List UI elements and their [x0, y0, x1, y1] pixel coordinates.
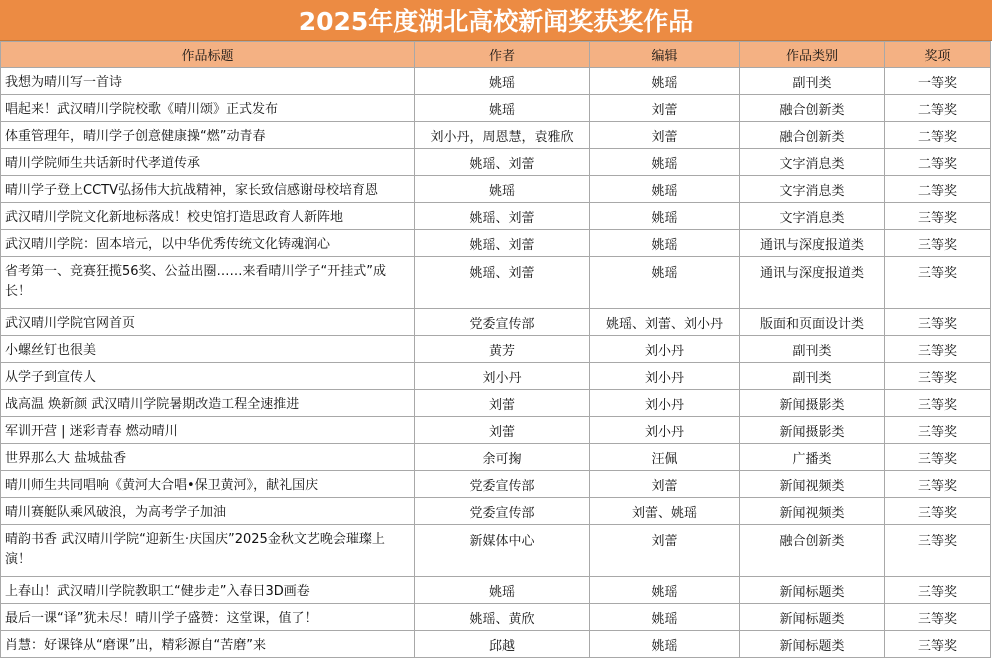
cell-award: 二等奖 — [885, 95, 991, 122]
cell-award: 三等奖 — [885, 363, 991, 390]
cell-author: 姚瑶 — [415, 95, 590, 122]
cell-editor: 姚瑶 — [590, 257, 740, 309]
cell-title: 唱起来！武汉晴川学院校歌《晴川颂》正式发布 — [1, 95, 415, 122]
cell-author: 刘蕾 — [415, 417, 590, 444]
cell-title: 武汉晴川学院文化新地标落成！校史馆打造思政育人新阵地 — [1, 203, 415, 230]
cell-category: 版面和页面设计类 — [740, 309, 885, 336]
cell-title: 上春山！武汉晴川学院教职工“健步走”入春日3D画卷 — [1, 577, 415, 604]
cell-award: 一等奖 — [885, 68, 991, 95]
cell-author: 黄芳 — [415, 336, 590, 363]
cell-category: 文字消息类 — [740, 203, 885, 230]
cell-author: 姚瑶、刘蕾 — [415, 230, 590, 257]
table-row — [1, 176, 991, 203]
table-row — [1, 444, 991, 471]
cell-category: 副刊类 — [740, 336, 885, 363]
cell-author: 姚瑶、刘蕾 — [415, 149, 590, 176]
cell-award: 三等奖 — [885, 525, 991, 577]
cell-editor: 汪佩 — [590, 444, 740, 471]
cell-title: 从学子到宣传人 — [1, 363, 415, 390]
cell-editor: 姚瑶 — [590, 604, 740, 631]
table-row — [1, 390, 991, 417]
cell-editor: 刘蕾、姚瑶 — [590, 498, 740, 525]
header-row — [1, 42, 991, 68]
cell-category: 副刊类 — [740, 68, 885, 95]
table-row — [1, 309, 991, 336]
cell-title: 世界那么大 盐城盐香 — [1, 444, 415, 471]
cell-author: 姚瑶、黄欣 — [415, 604, 590, 631]
cell-award: 三等奖 — [885, 230, 991, 257]
table-row — [1, 149, 991, 176]
cell-title: 战高温 焕新颜 武汉晴川学院暑期改造工程全速推进 — [1, 390, 415, 417]
cell-author: 党委宣传部 — [415, 498, 590, 525]
cell-award: 三等奖 — [885, 309, 991, 336]
cell-award: 三等奖 — [885, 604, 991, 631]
cell-author: 姚瑶 — [415, 577, 590, 604]
cell-editor: 刘小丹 — [590, 390, 740, 417]
cell-editor: 姚瑶、刘蕾、刘小丹 — [590, 309, 740, 336]
cell-title: 省考第一、竞赛狂揽56奖、公益出圈……来看晴川学子“开挂式”成长！ — [1, 257, 415, 309]
cell-title: 晴川赛艇队乘风破浪，为高考学子加油 — [1, 498, 415, 525]
cell-author: 姚瑶 — [415, 176, 590, 203]
cell-category: 融合创新类 — [740, 122, 885, 149]
cell-editor: 姚瑶 — [590, 203, 740, 230]
table-row — [1, 363, 991, 390]
table-row — [1, 498, 991, 525]
cell-title: 晴韵书香 武汉晴川学院“迎新生·庆国庆”2025金秋文艺晚会璀璨上演！ — [1, 525, 415, 577]
cell-category: 融合创新类 — [740, 525, 885, 577]
cell-author: 姚瑶、刘蕾 — [415, 203, 590, 230]
cell-editor: 刘小丹 — [590, 363, 740, 390]
header-award: 奖项 — [885, 42, 991, 68]
cell-category: 文字消息类 — [740, 176, 885, 203]
cell-category: 广播类 — [740, 444, 885, 471]
cell-editor: 刘蕾 — [590, 122, 740, 149]
cell-award: 三等奖 — [885, 444, 991, 471]
cell-editor: 姚瑶 — [590, 149, 740, 176]
table-row — [1, 604, 991, 631]
table-row — [1, 68, 991, 95]
cell-award: 三等奖 — [885, 203, 991, 230]
cell-title: 我想为晴川写一首诗 — [1, 68, 415, 95]
cell-editor: 刘小丹 — [590, 336, 740, 363]
cell-award: 二等奖 — [885, 149, 991, 176]
cell-category: 新闻标题类 — [740, 604, 885, 631]
table-row — [1, 203, 991, 230]
cell-award: 三等奖 — [885, 417, 991, 444]
cell-title: 晴川师生共同唱响《黄河大合唱•保卫黄河》，献礼国庆 — [1, 471, 415, 498]
table-row — [1, 95, 991, 122]
cell-award: 三等奖 — [885, 390, 991, 417]
cell-title: 军训开营 | 迷彩青春 燃动晴川 — [1, 417, 415, 444]
header-title: 作品标题 — [1, 42, 415, 68]
cell-editor: 刘小丹 — [590, 417, 740, 444]
cell-editor: 刘蕾 — [590, 95, 740, 122]
cell-title: 武汉晴川学院官网首页 — [1, 309, 415, 336]
cell-title: 最后一课“译”犹未尽！晴川学子盛赞：这堂课，值了！ — [1, 604, 415, 631]
cell-author: 党委宣传部 — [415, 471, 590, 498]
cell-award: 三等奖 — [885, 471, 991, 498]
cell-category: 新闻视频类 — [740, 498, 885, 525]
cell-author: 邱越 — [415, 631, 590, 658]
cell-category: 通讯与深度报道类 — [740, 257, 885, 309]
cell-award: 三等奖 — [885, 577, 991, 604]
cell-category: 新闻摄影类 — [740, 417, 885, 444]
cell-editor: 姚瑶 — [590, 68, 740, 95]
table-row — [1, 631, 991, 658]
cell-award: 二等奖 — [885, 122, 991, 149]
cell-author: 刘蕾 — [415, 390, 590, 417]
cell-category: 新闻摄影类 — [740, 390, 885, 417]
cell-editor: 姚瑶 — [590, 176, 740, 203]
cell-category: 新闻视频类 — [740, 471, 885, 498]
cell-title: 武汉晴川学院：固本培元，以中华优秀传统文化铸魂润心 — [1, 230, 415, 257]
cell-author: 刘小丹 — [415, 363, 590, 390]
cell-editor: 刘蕾 — [590, 525, 740, 577]
cell-award: 三等奖 — [885, 257, 991, 309]
cell-title: 晴川学院师生共话新时代孝道传承 — [1, 149, 415, 176]
table-row — [1, 336, 991, 363]
table-row — [1, 230, 991, 257]
cell-category: 文字消息类 — [740, 149, 885, 176]
cell-award: 三等奖 — [885, 631, 991, 658]
cell-author: 刘小丹，周恩慧，袁雅欣 — [415, 122, 590, 149]
cell-category: 融合创新类 — [740, 95, 885, 122]
cell-award: 二等奖 — [885, 176, 991, 203]
table-row — [1, 471, 991, 498]
table-row — [1, 257, 991, 309]
cell-author: 余可掬 — [415, 444, 590, 471]
cell-award: 三等奖 — [885, 336, 991, 363]
cell-title: 晴川学子登上CCTV弘扬伟大抗战精神，家长致信感谢母校培育恩 — [1, 176, 415, 203]
table-row — [1, 417, 991, 444]
cell-category: 副刊类 — [740, 363, 885, 390]
header-editor: 编辑 — [590, 42, 740, 68]
cell-title: 小螺丝钉也很美 — [1, 336, 415, 363]
cell-editor: 刘蕾 — [590, 471, 740, 498]
header-category: 作品类别 — [740, 42, 885, 68]
cell-author: 姚瑶 — [415, 68, 590, 95]
cell-editor: 姚瑶 — [590, 577, 740, 604]
table-row — [1, 122, 991, 149]
cell-category: 新闻标题类 — [740, 577, 885, 604]
table-row — [1, 525, 991, 577]
cell-author: 新媒体中心 — [415, 525, 590, 577]
header-author: 作者 — [415, 42, 590, 68]
cell-category: 通讯与深度报道类 — [740, 230, 885, 257]
cell-editor: 姚瑶 — [590, 230, 740, 257]
cell-title: 体重管理年，晴川学子创意健康操“燃”动青春 — [1, 122, 415, 149]
page-title: 2025年度湖北高校新闻奖获奖作品 — [0, 0, 992, 41]
cell-category: 新闻标题类 — [740, 631, 885, 658]
cell-editor: 姚瑶 — [590, 631, 740, 658]
cell-award: 三等奖 — [885, 498, 991, 525]
cell-author: 党委宣传部 — [415, 309, 590, 336]
awards-table — [0, 41, 991, 658]
cell-author: 姚瑶、刘蕾 — [415, 257, 590, 309]
table-row — [1, 577, 991, 604]
cell-title: 肖慧：好课锋从“磨课”出，精彩源自“苦磨”来 — [1, 631, 415, 658]
